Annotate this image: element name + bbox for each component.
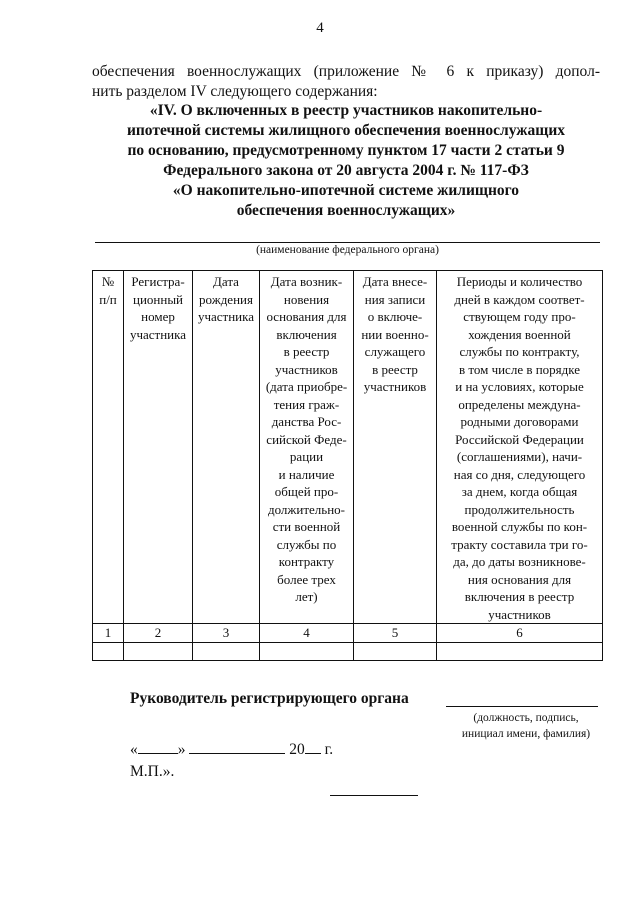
header-line: участников xyxy=(363,379,427,394)
header-line: включения xyxy=(276,326,337,342)
heading-line: Федерального закона от 20 августа 2004 г. № 117-ФЗ xyxy=(163,162,529,179)
header-line: Дата xyxy=(213,274,239,289)
header-line: службы по xyxy=(276,536,337,552)
header-line: определены междуна- xyxy=(458,396,581,412)
registry-table xyxy=(92,270,603,661)
month-blank xyxy=(189,741,285,754)
header-line: № xyxy=(101,274,115,289)
header-line: в том числе в порядке xyxy=(458,361,581,377)
header-line: Периоды и количество xyxy=(456,274,583,289)
heading-line: «О накопительно-ипотечной системе жилищного xyxy=(172,182,520,199)
date-close-quote: » xyxy=(177,741,186,758)
header-line: п/п xyxy=(99,291,117,307)
header-line: данства Рос- xyxy=(271,414,342,429)
header-line: нии военно- xyxy=(361,326,429,342)
header-line: ния записи xyxy=(364,291,426,307)
header-line: участника xyxy=(197,309,255,324)
header-line: общей про- xyxy=(274,484,339,499)
table-header-row xyxy=(93,271,603,624)
date-open-quote: « xyxy=(130,741,138,758)
empty-cell xyxy=(354,642,437,660)
header-line: участников xyxy=(488,606,551,622)
header-line: продолжительность xyxy=(464,501,575,517)
date-line xyxy=(130,741,333,759)
heading-line: по основанию, предусмотренному пунктом 17 части 2 статьи 9 xyxy=(127,142,565,159)
header-line: ная со дня, следующего xyxy=(453,466,586,482)
column-number: 1 xyxy=(93,624,124,643)
header-line: за днем, когда общая xyxy=(461,484,578,499)
header-line: и наличие xyxy=(278,466,335,482)
header-cell xyxy=(260,271,354,624)
header-line: сти военной xyxy=(272,519,341,534)
header-line: военной службы по кон- xyxy=(451,519,588,534)
header-cell xyxy=(124,271,193,624)
column-number: 5 xyxy=(354,624,437,643)
empty-cell xyxy=(437,642,603,660)
header-line: да, до даты возникнове- xyxy=(453,554,586,569)
heading-line: ипотечной системы жилищного обеспечения военнослужащих xyxy=(126,122,566,139)
column-number: 3 xyxy=(193,624,260,643)
section-heading xyxy=(92,101,600,221)
header-line: рождения xyxy=(199,291,253,307)
signature-caption-line: (должность, подпись, xyxy=(473,712,579,724)
header-line: и на условиях, которые xyxy=(455,379,584,394)
empty-cell xyxy=(124,642,193,660)
header-line: Дата внесе- xyxy=(362,274,428,289)
header-line: в реестр xyxy=(283,344,330,359)
header-line: дней в каждом соответ- xyxy=(454,291,585,307)
header-line: тракту составила три го- xyxy=(451,536,588,552)
header-line: тения граж- xyxy=(273,396,340,412)
header-line: службы по контракту, xyxy=(459,344,580,359)
year-prefix: 20 xyxy=(289,741,305,758)
header-cell xyxy=(193,271,260,624)
header-line: включения в реестр xyxy=(464,589,575,604)
header-line: ционный xyxy=(132,291,184,307)
intro-line: обеспечения военнослужащих (приложение № 6 к приказу) допол- xyxy=(92,63,600,80)
year-blank xyxy=(305,741,321,754)
header-line: более трех xyxy=(277,571,336,587)
column-number: 6 xyxy=(437,624,603,643)
header-line: хождения военной xyxy=(468,326,571,342)
intro-line: нить разделом IV следующего содержания: xyxy=(92,83,378,100)
header-line: ния основания для xyxy=(467,571,572,587)
org-name-caption: (наименование федерального органа) xyxy=(256,244,439,256)
signature-line xyxy=(446,706,598,707)
empty-cell xyxy=(193,642,260,660)
header-line: родными договорами xyxy=(460,414,579,429)
column-number-row xyxy=(93,624,603,643)
header-line: контракту xyxy=(278,554,335,569)
header-cell xyxy=(354,271,437,624)
header-cell xyxy=(93,271,124,624)
header-line: Российской Федерации xyxy=(455,431,584,447)
header-line: должительно- xyxy=(267,501,346,517)
day-blank xyxy=(138,741,178,754)
header-line: рации xyxy=(289,449,324,464)
empty-data-row xyxy=(93,642,603,660)
signature-caption xyxy=(450,710,602,742)
header-line: служащего xyxy=(364,344,426,359)
header-line: Регистра- xyxy=(131,274,185,289)
column-number: 4 xyxy=(260,624,354,643)
org-name-line xyxy=(95,242,600,243)
intro-paragraph xyxy=(92,62,600,102)
empty-cell xyxy=(93,642,124,660)
header-line: участника xyxy=(129,326,187,342)
header-line: номер xyxy=(141,309,175,324)
header-line: (дата приобре- xyxy=(265,379,348,394)
header-line: новения xyxy=(283,291,330,307)
page-number: 4 xyxy=(316,20,324,36)
header-line: сийской Феде- xyxy=(266,431,347,447)
header-line: (соглашениями), начи- xyxy=(456,449,583,464)
stamp-place: М.П.». xyxy=(130,763,175,780)
column-number: 2 xyxy=(124,624,193,643)
heading-line: обеспечения военнослужащих» xyxy=(236,202,456,219)
header-line: основания для xyxy=(266,309,347,324)
header-line: лет) xyxy=(295,589,318,604)
closing-rule xyxy=(330,795,418,796)
signature-label: Руководитель регистрирующего органа xyxy=(130,690,409,707)
header-cell xyxy=(437,271,603,624)
signature-caption-line: инициал имени, фамилия) xyxy=(461,728,591,740)
year-suffix: г. xyxy=(324,741,334,758)
header-line: о включе- xyxy=(367,309,423,324)
header-line: в реестр xyxy=(372,361,418,377)
heading-line: «IV. О включенных в реестр участников накопительно- xyxy=(149,102,543,119)
header-line: участников xyxy=(275,361,338,377)
header-line: ствующем году про- xyxy=(463,309,576,324)
header-line: Дата возник- xyxy=(270,274,343,289)
empty-cell xyxy=(260,642,354,660)
